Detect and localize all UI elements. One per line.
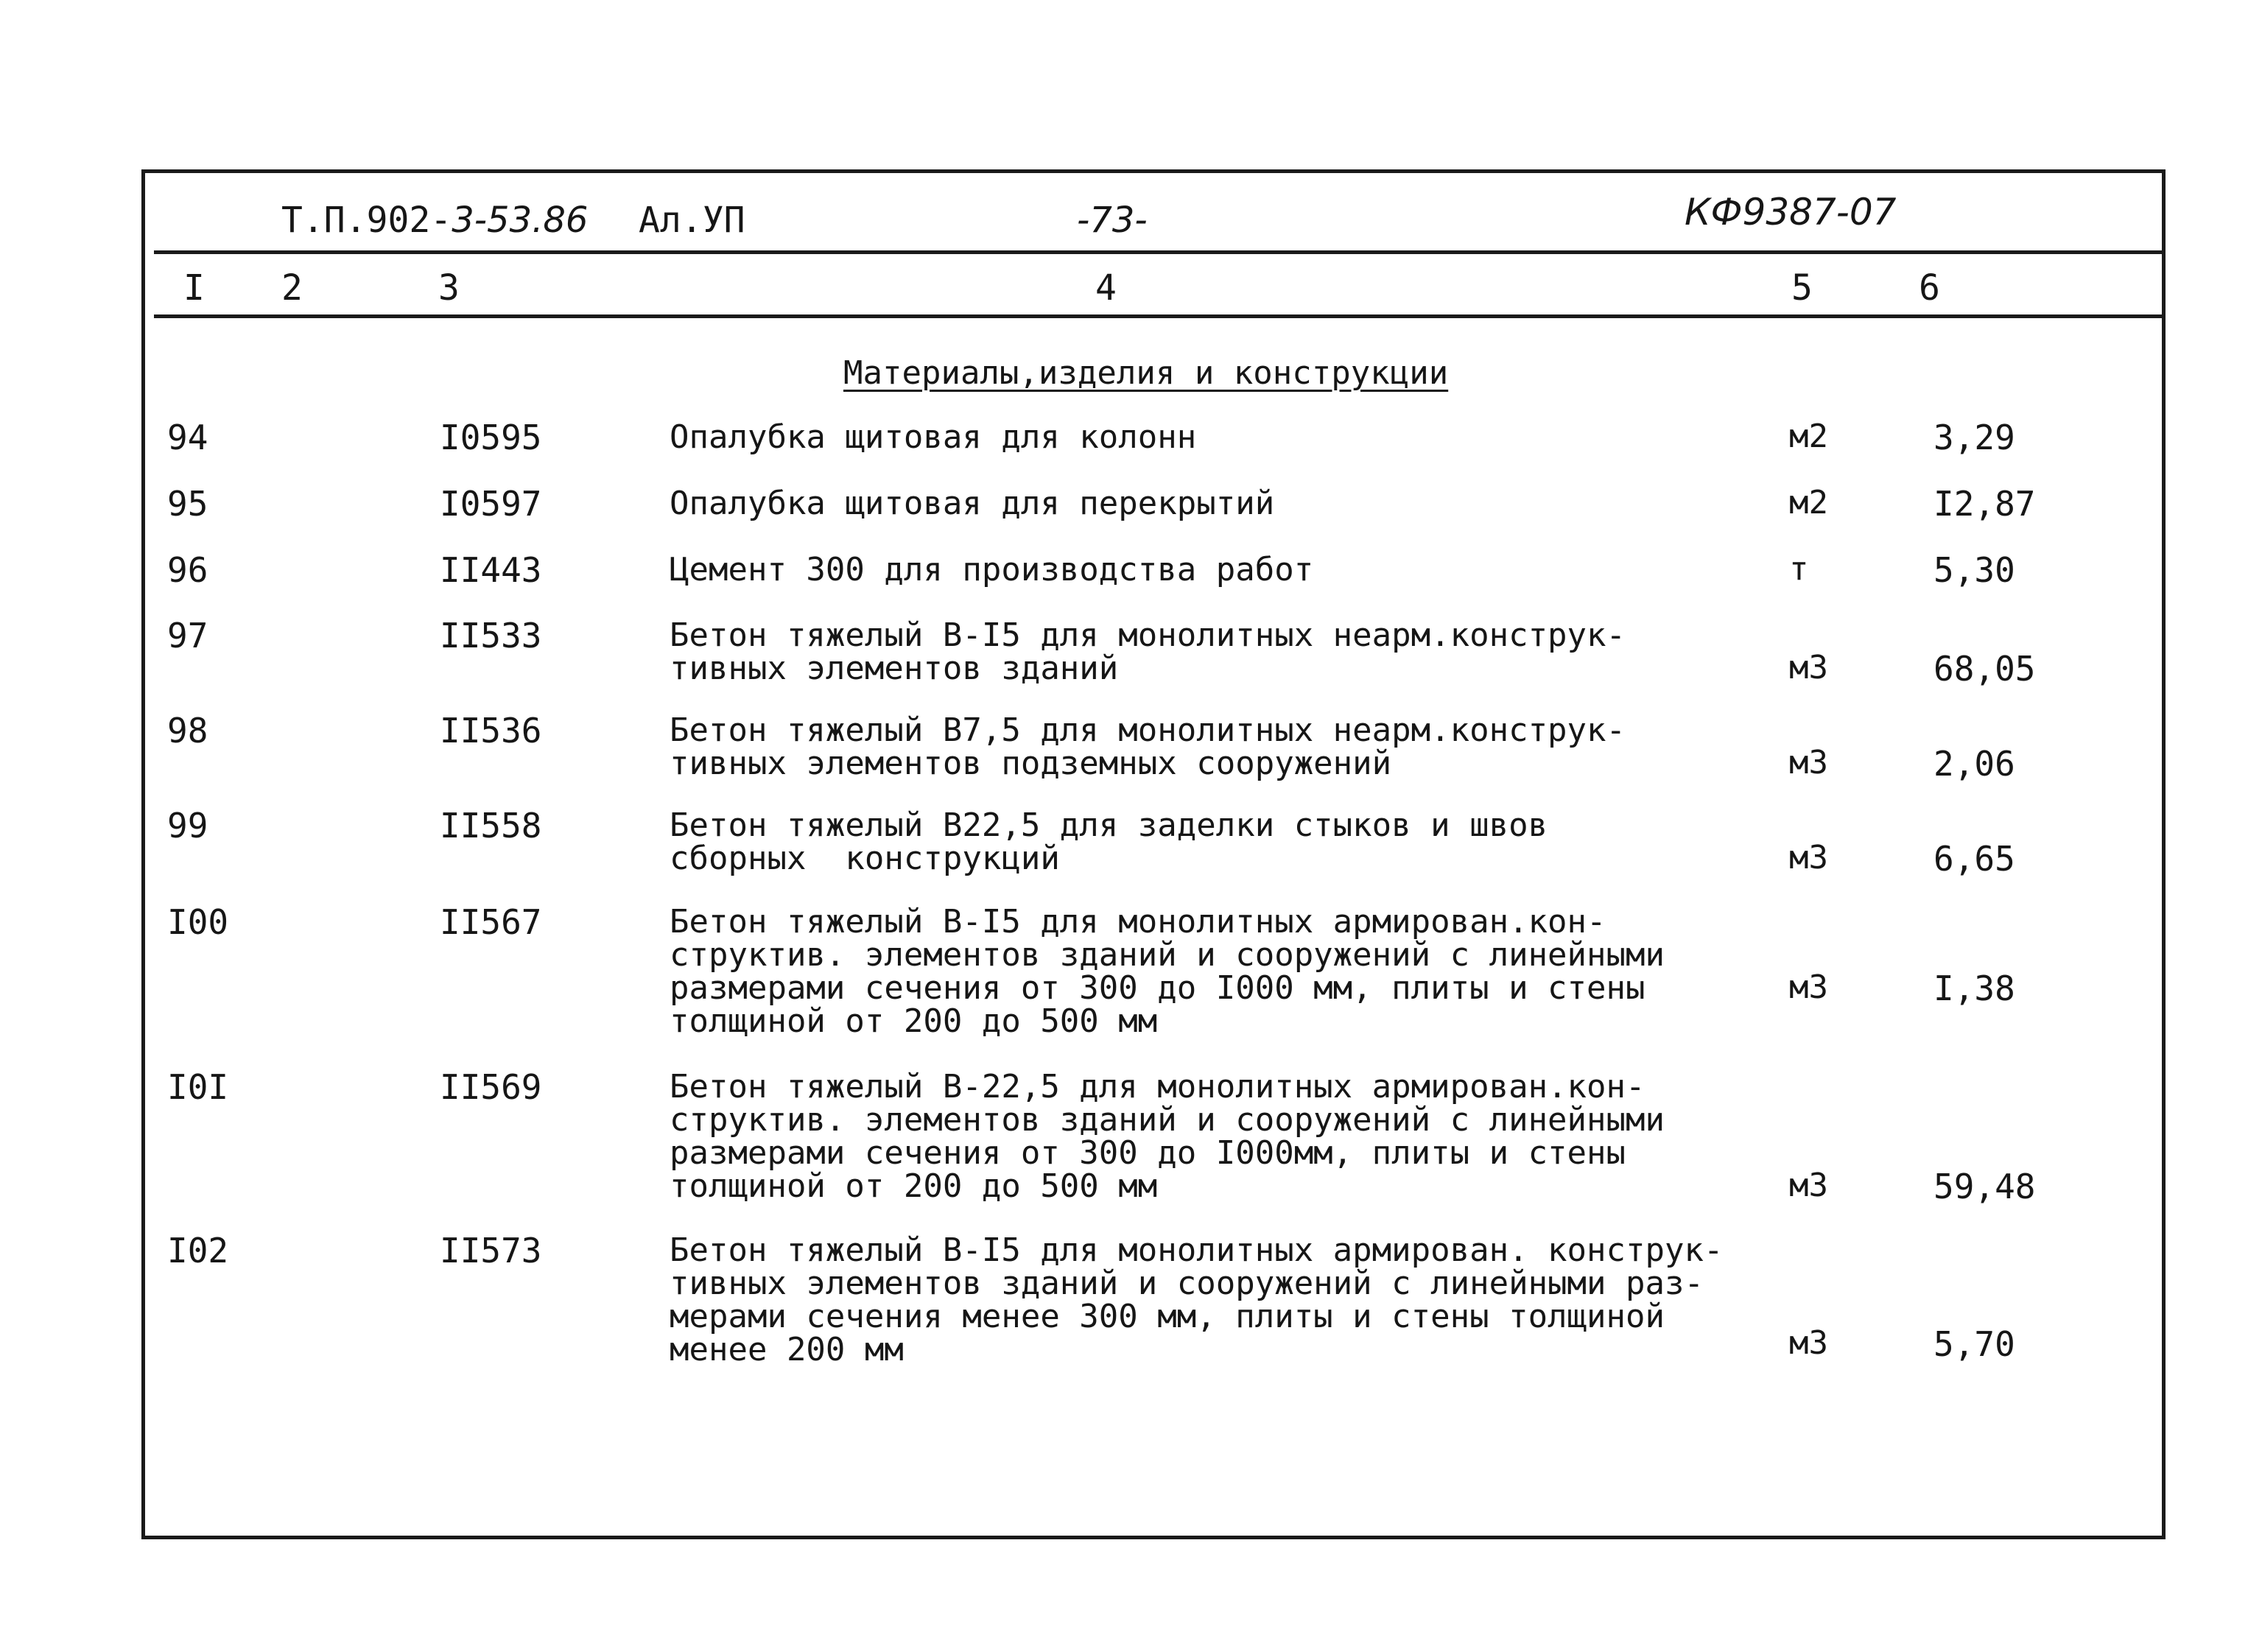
quantity: I,38 (1933, 969, 2015, 1008)
unit-of-measure: м3 (1789, 1167, 1828, 1204)
resource-description: Опалубка щитовая для колонн (670, 418, 1197, 456)
doc-ref-printed: Т.П.902- (281, 200, 452, 241)
quantity: 59,48 (1933, 1167, 2036, 1206)
unit-of-measure: м3 (1789, 744, 1828, 781)
resource-code: II573 (440, 1231, 542, 1270)
resource-code: II536 (440, 711, 542, 751)
row-number: 96 (167, 550, 208, 590)
row-number: 99 (167, 806, 208, 846)
row-number: 94 (167, 418, 208, 457)
row-number: I02 (167, 1231, 229, 1270)
resource-description: Бетон тяжелый В22,5 для заделки стыков и швов сборных конструкций (670, 806, 1548, 877)
quantity: 3,29 (1933, 418, 2015, 457)
document-reference (281, 200, 589, 241)
quantity: 5,70 (1933, 1324, 2015, 1364)
resource-code: II569 (440, 1067, 542, 1107)
unit-of-measure: м3 (1789, 649, 1828, 686)
quantity: 2,06 (1933, 744, 2015, 784)
resource-description: Цемент 300 для производства работ (670, 551, 1314, 588)
resource-code: II443 (440, 550, 542, 590)
row-number: 95 (167, 484, 208, 524)
column-number-4: 4 (1095, 267, 1117, 309)
quantity: I2,87 (1933, 484, 2036, 524)
row-number: 98 (167, 711, 208, 751)
resource-code: II533 (440, 616, 542, 655)
row-number: I00 (167, 902, 229, 942)
album-label: Ал.УП (639, 200, 745, 241)
column-number-3: 3 (438, 267, 460, 309)
unit-of-measure: м2 (1789, 418, 1828, 455)
row-number: 97 (167, 616, 208, 655)
section-title: Материалы,изделия и конструкции (843, 354, 1449, 392)
resource-description: Бетон тяжелый В-I5 для монолитных армирован. конструк- тивных элементов зданий и сооружений с линейными раз- мерами сечения менее 300 мм, плиты и стены толщиной менее 200 мм (670, 1231, 1724, 1368)
column-number-6: 6 (1919, 267, 1940, 309)
column-number-5: 5 (1791, 267, 1813, 309)
unit-of-measure: м3 (1789, 1324, 1828, 1362)
column-number-2: 2 (281, 267, 303, 309)
quantity: 6,65 (1933, 839, 2015, 879)
resource-description: Бетон тяжелый В-22,5 для монолитных армирован.кон- структив. элементов зданий и сооружений с линейными размерами сечения от 300 до I000мм, плиты и стены толщиной от 200 до 500 мм (670, 1068, 1665, 1205)
resource-code: II558 (440, 806, 542, 846)
page-number: -73- (1077, 200, 1148, 241)
resource-code: I0595 (440, 418, 542, 457)
quantity: 68,05 (1933, 649, 2036, 689)
unit-of-measure: м3 (1789, 969, 1828, 1006)
unit-of-measure: т (1789, 550, 1809, 588)
unit-of-measure: м3 (1789, 839, 1828, 876)
doc-ref-handwritten: 3-53.86 (452, 200, 589, 241)
resource-description: Опалубка щитовая для перекрытий (670, 485, 1275, 522)
quantity: 5,30 (1933, 550, 2015, 590)
resource-code: II567 (440, 902, 542, 942)
header-divider (154, 250, 2162, 254)
archive-stamp: КФ9387-07 (1685, 191, 1897, 233)
row-number: I0I (167, 1067, 229, 1107)
resource-description: Бетон тяжелый В-I5 для монолитных неарм.конструк- тивных элементов зданий (670, 616, 1626, 687)
resource-description: Бетон тяжелый В-I5 для монолитных армирован.кон- структив. элементов зданий и сооружений с линейными размерами сечения от 300 до I000 мм, плиты и стены толщиной от 200 до 500 мм (670, 903, 1665, 1040)
resource-code: I0597 (440, 484, 542, 524)
resource-description: Бетон тяжелый В7,5 для монолитных неарм.конструк- тивных элементов подземных сооружений (670, 711, 1626, 782)
unit-of-measure: м2 (1789, 484, 1828, 521)
column-header-divider (154, 314, 2162, 318)
document-frame (141, 169, 2166, 1539)
column-number-1: I (183, 267, 205, 309)
